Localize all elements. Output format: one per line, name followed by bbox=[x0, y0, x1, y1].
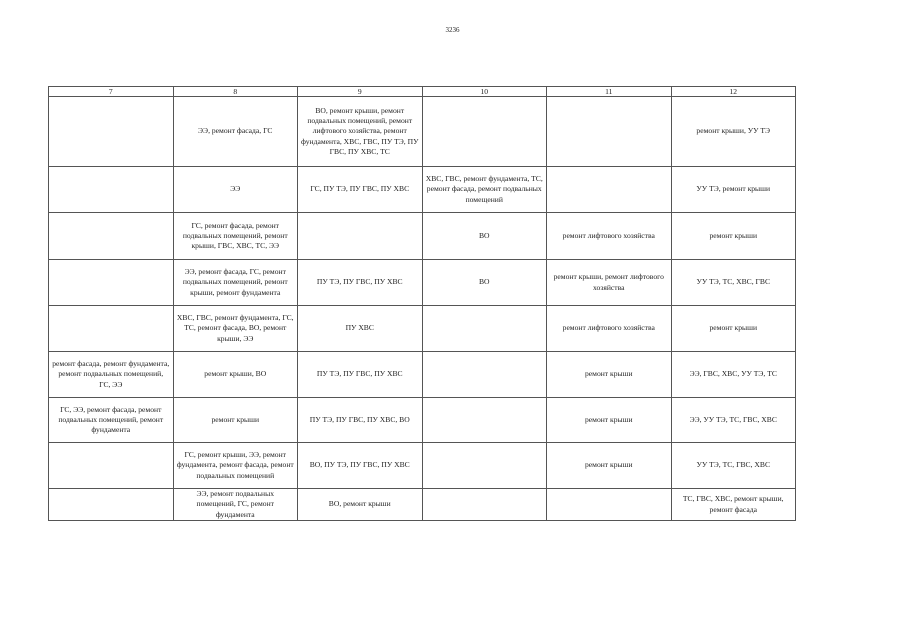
table-cell: ЭЭ, УУ ТЭ, ТС, ГВС, ХВС bbox=[671, 398, 796, 443]
table-cell: ремонт фасада, ремонт фундамента, ремонт подвальных помещений, ГС, ЭЭ bbox=[49, 352, 174, 398]
table-cell: ГС, ремонт фасада, ремонт подвальных помещений, ремонт крыши, ГВС, ХВС, ТС, ЭЭ bbox=[173, 213, 298, 260]
table-cell bbox=[422, 489, 547, 521]
table-cell bbox=[422, 398, 547, 443]
table-cell: УУ ТЭ, ТС, ХВС, ГВС bbox=[671, 260, 796, 306]
column-header: 7 bbox=[49, 87, 174, 97]
table-cell bbox=[422, 443, 547, 489]
table-cell: ПУ ТЭ, ПУ ГВС, ПУ ХВС, ВО bbox=[298, 398, 423, 443]
table-cell bbox=[49, 443, 174, 489]
table-cell bbox=[422, 352, 547, 398]
table-cell bbox=[49, 306, 174, 352]
table-cell: ТС, ГВС, ХВС, ремонт крыши, ремонт фасада bbox=[671, 489, 796, 521]
table-cell bbox=[49, 489, 174, 521]
table-cell: ремонт крыши bbox=[547, 443, 672, 489]
column-header: 12 bbox=[671, 87, 796, 97]
table-row bbox=[49, 489, 796, 521]
table-cell: ВО, ПУ ТЭ, ПУ ГВС, ПУ ХВС bbox=[298, 443, 423, 489]
column-header: 10 bbox=[422, 87, 547, 97]
table-cell bbox=[422, 306, 547, 352]
table-cell bbox=[547, 489, 672, 521]
table-cell: УУ ТЭ, ТС, ГВС, ХВС bbox=[671, 443, 796, 489]
table-cell: ПУ ТЭ, ПУ ГВС, ПУ ХВС bbox=[298, 260, 423, 306]
table-cell: ремонт крыши bbox=[173, 398, 298, 443]
table-cell: ремонт крыши, УУ ТЭ bbox=[671, 97, 796, 167]
table-cell bbox=[49, 167, 174, 213]
table-row bbox=[49, 260, 796, 306]
table-cell: ХВС, ГВС, ремонт фундамента, ТС, ремонт фасада, ремонт подвальных помещений bbox=[422, 167, 547, 213]
table-cell: ГС, ПУ ТЭ, ПУ ГВС, ПУ ХВС bbox=[298, 167, 423, 213]
table-cell bbox=[298, 213, 423, 260]
table-cell: ЭЭ, ремонт фасада, ГС, ремонт подвальных помещений, ремонт крыши, ремонт фундамента bbox=[173, 260, 298, 306]
table-cell: ВО bbox=[422, 213, 547, 260]
table-cell: ВО, ремонт крыши, ремонт подвальных помещений, ремонт лифтового хозяйства, ремонт фундамента, ХВС, ГВС, ПУ ТЭ, ПУ ГВС, ПУ ХВС, ТС bbox=[298, 97, 423, 167]
table-cell: ЭЭ bbox=[173, 167, 298, 213]
table-cell: ГС, ремонт крыши, ЭЭ, ремонт фундамента, ремонт фасада, ремонт подвальных помещений bbox=[173, 443, 298, 489]
table-cell: ремонт крыши, ВО bbox=[173, 352, 298, 398]
table-row bbox=[49, 352, 796, 398]
table-cell: ремонт крыши, ремонт лифтового хозяйства bbox=[547, 260, 672, 306]
table-cell: ремонт крыши bbox=[547, 398, 672, 443]
table-cell: ЭЭ, ремонт фасада, ГС bbox=[173, 97, 298, 167]
table-cell: ремонт крыши bbox=[671, 306, 796, 352]
table-row bbox=[49, 398, 796, 443]
table-cell bbox=[547, 97, 672, 167]
table-cell: ремонт крыши bbox=[547, 352, 672, 398]
table-cell: ЭЭ, ремонт подвальных помещений, ГС, ремонт фундамента bbox=[173, 489, 298, 521]
table-cell: ВО bbox=[422, 260, 547, 306]
table-cell: ЭЭ, ГВС, ХВС, УУ ТЭ, ТС bbox=[671, 352, 796, 398]
table-cell: ремонт крыши bbox=[671, 213, 796, 260]
column-header: 9 bbox=[298, 87, 423, 97]
table-cell: ремонт лифтового хозяйства bbox=[547, 213, 672, 260]
table-cell: ПУ ХВС bbox=[298, 306, 423, 352]
table-cell: ремонт лифтового хозяйства bbox=[547, 306, 672, 352]
table-cell: УУ ТЭ, ремонт крыши bbox=[671, 167, 796, 213]
table-row bbox=[49, 213, 796, 260]
column-header: 11 bbox=[547, 87, 672, 97]
table-row bbox=[49, 443, 796, 489]
table-cell bbox=[547, 167, 672, 213]
table-cell: ВО, ремонт крыши bbox=[298, 489, 423, 521]
header-row bbox=[49, 87, 796, 97]
table-row bbox=[49, 306, 796, 352]
table-cell: ПУ ТЭ, ПУ ГВС, ПУ ХВС bbox=[298, 352, 423, 398]
table-cell bbox=[422, 97, 547, 167]
table-cell bbox=[49, 213, 174, 260]
works-table bbox=[48, 86, 796, 521]
table-cell: ГС, ЭЭ, ремонт фасада, ремонт подвальных помещений, ремонт фундамента bbox=[49, 398, 174, 443]
column-header: 8 bbox=[173, 87, 298, 97]
table-row bbox=[49, 167, 796, 213]
table-row bbox=[49, 97, 796, 167]
page-number: 3236 bbox=[445, 26, 460, 34]
table-cell bbox=[49, 97, 174, 167]
table-cell: ХВС, ГВС, ремонт фундамента, ГС, ТС, ремонт фасада, ВО, ремонт крыши, ЭЭ bbox=[173, 306, 298, 352]
table-cell bbox=[49, 260, 174, 306]
